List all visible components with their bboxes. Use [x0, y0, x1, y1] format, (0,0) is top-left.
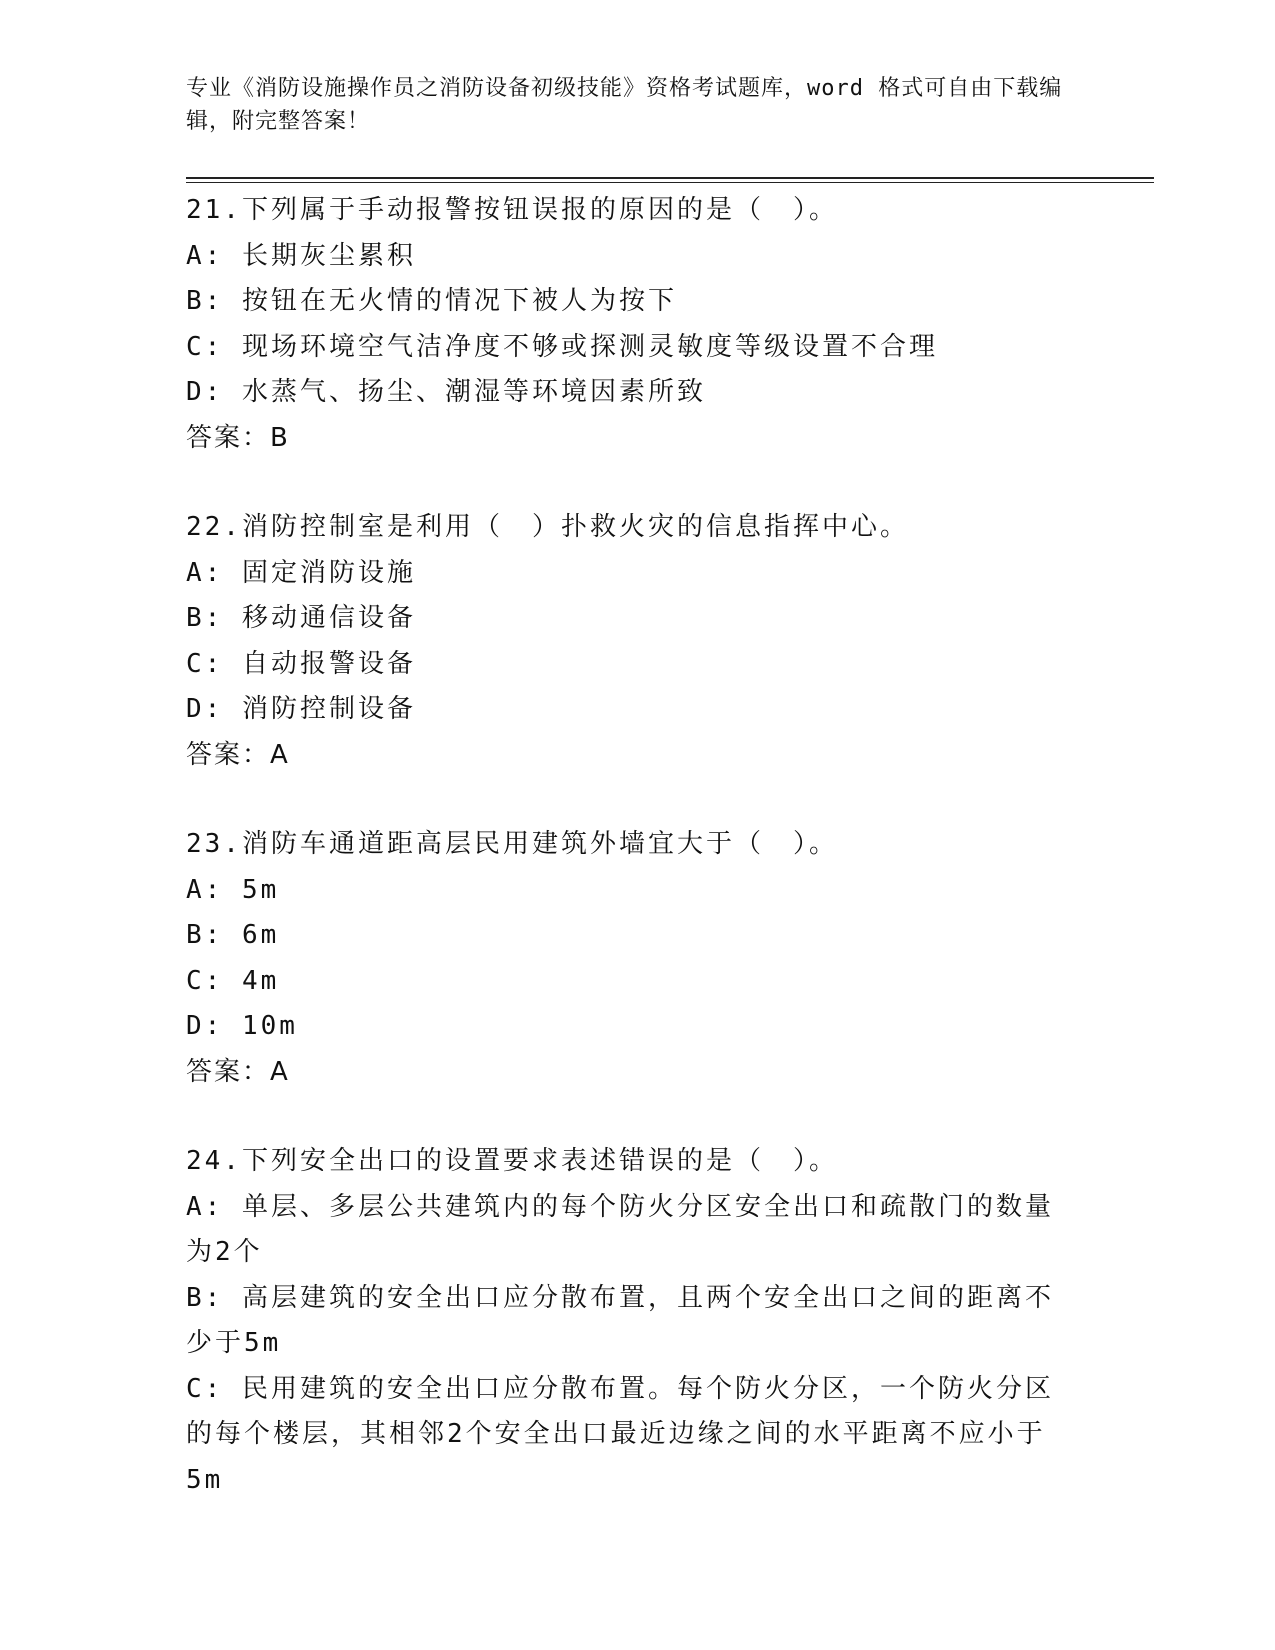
question-22: [186, 505, 1076, 778]
header-divider-thick: [186, 177, 1154, 179]
answer-value: A: [270, 1056, 290, 1087]
question-23: [186, 822, 1076, 1095]
option-b: B: 高层建筑的安全出口应分散布置，且两个安全出口之间的距离不少于5m: [186, 1282, 1054, 1358]
header-divider-thin: [186, 182, 1154, 183]
option-d: D: 10m: [186, 1011, 298, 1041]
option-c: C: 4m: [186, 965, 280, 996]
answer-value: B: [270, 422, 290, 453]
option-d: D: 消防控制设备: [186, 694, 416, 724]
answer-value: A: [270, 739, 290, 770]
answer-label: 答案：: [186, 422, 271, 453]
answer-line: [186, 416, 1076, 462]
answer-line: [186, 733, 1076, 779]
question-stem: 24.下列安全出口的设置要求表述错误的是（ ）。: [186, 1146, 838, 1176]
question-stem: 22.消防控制室是利用（ ）扑救火灾的信息指挥中心。: [186, 512, 909, 542]
option-a: A: 5m: [186, 874, 280, 905]
option-a: A: 固定消防设施: [186, 557, 416, 588]
option-b: B: 移动通信设备: [186, 603, 416, 633]
answer-label: 答案：: [186, 1056, 271, 1087]
question-21: [186, 188, 1076, 461]
question-24: [186, 1139, 1076, 1503]
option-c: C: 民用建筑的安全出口应分散布置。每个防火分区，一个防火分区的每个楼层，其相邻2个安全出口最近边缘之间的水平距离不应小于5m: [186, 1373, 1054, 1495]
option-b: B: 6m: [186, 920, 280, 950]
question-stem: 21.下列属于手动报警按钮误报的原因的是（ ）。: [186, 195, 838, 225]
option-c: C: 自动报警设备: [186, 648, 416, 679]
document-header: 专业《消防设施操作员之消防设备初级技能》资格考试题库，word 格式可自由下载编辑，附完整答案！: [186, 76, 1063, 134]
option-c: C: 现场环境空气洁净度不够或探测灵敏度等级设置不合理: [186, 331, 938, 362]
option-a: A: 单层、多层公共建筑内的每个防火分区安全出口和疏散门的数量为2个: [186, 1191, 1054, 1267]
option-d: D: 水蒸气、扬尘、潮湿等环境因素所致: [186, 377, 706, 407]
answer-line: [186, 1050, 1076, 1096]
question-list: [186, 188, 1076, 1547]
answer-label: 答案：: [186, 739, 271, 770]
option-b: B: 按钮在无火情的情况下被人为按下: [186, 286, 677, 316]
question-stem: 23.消防车通道距高层民用建筑外墙宜大于（ ）。: [186, 829, 838, 859]
option-a: A: 长期灰尘累积: [186, 240, 416, 271]
